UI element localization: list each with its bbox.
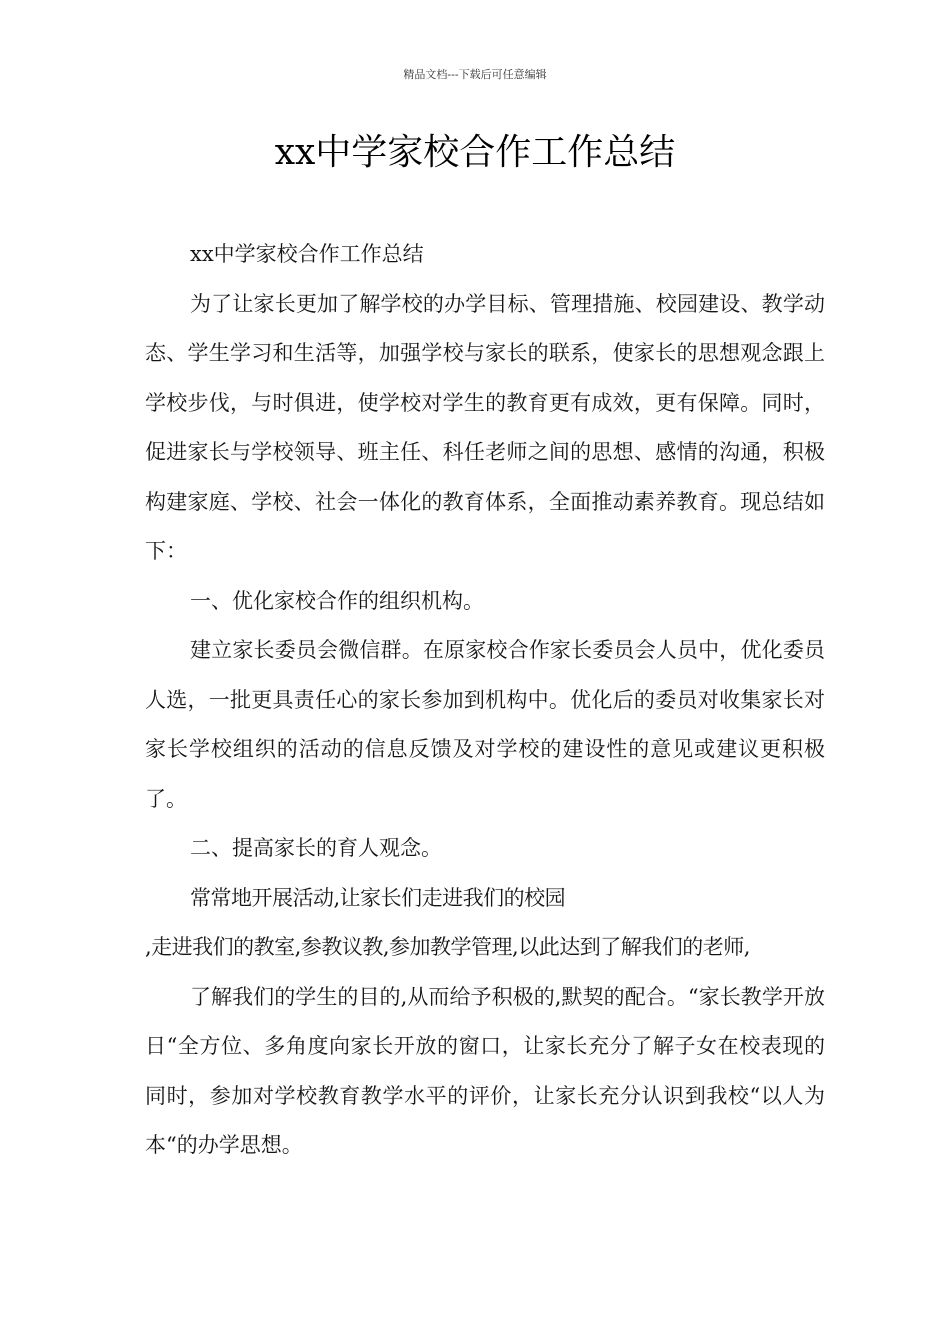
document-body xyxy=(145,230,825,1171)
document-subtitle: xx中学家校合作工作总结 xyxy=(190,242,424,266)
paragraph-open-day: 了解我们的学生的目的,从而给予积极的,默契的配合。“家长教学开放日“全方位、多角度向家长开放的窗口，让家长充分了解子女在校表现的同时，参加对学校教育教学水平的评价，让家长充分认识到我校“以人为本“的办学思想。 xyxy=(145,984,825,1157)
paragraph-classroom: ,走进我们的教室,参教议教,参加教学管理,以此达到了解我们的老师, xyxy=(145,935,750,959)
paragraph-activities: 常常地开展活动,让家长们走进我们的校园 xyxy=(190,885,566,910)
paragraph-committee: 建立家长委员会微信群。在原家校合作家长委员会人员中，优化委员人选，一批更具责任心的家长参加到机构中。优化后的委员对收集家长对家长学校组织的活动的信息反馈及对学校的建设性的意见或建议更积极了。 xyxy=(145,638,825,811)
section-heading-1: 一、优化家校合作的组织机构。 xyxy=(190,588,484,613)
section-heading-2: 二、提高家长的育人观念。 xyxy=(190,836,442,860)
paragraph-intro: 为了让家长更加了解学校的办学目标、管理措施、校园建设、教学动态、学生学习和生活等，加强学校与家长的联系，使家长的思想观念跟上学校步伐，与时俱进，使学校对学生的教育更有成效，更有保障。同时，促进家长与学校领导、班主任、科任老师之间的思想、感情的沟通，积极构建家庭、学校、社会一体化的教育体系，全面推动素养教育。现总结如下： xyxy=(145,291,825,563)
document-title: xx中学家校合作工作总结 xyxy=(274,132,676,173)
header-note: 精品文档---下载后可任意编辑 xyxy=(403,68,547,81)
